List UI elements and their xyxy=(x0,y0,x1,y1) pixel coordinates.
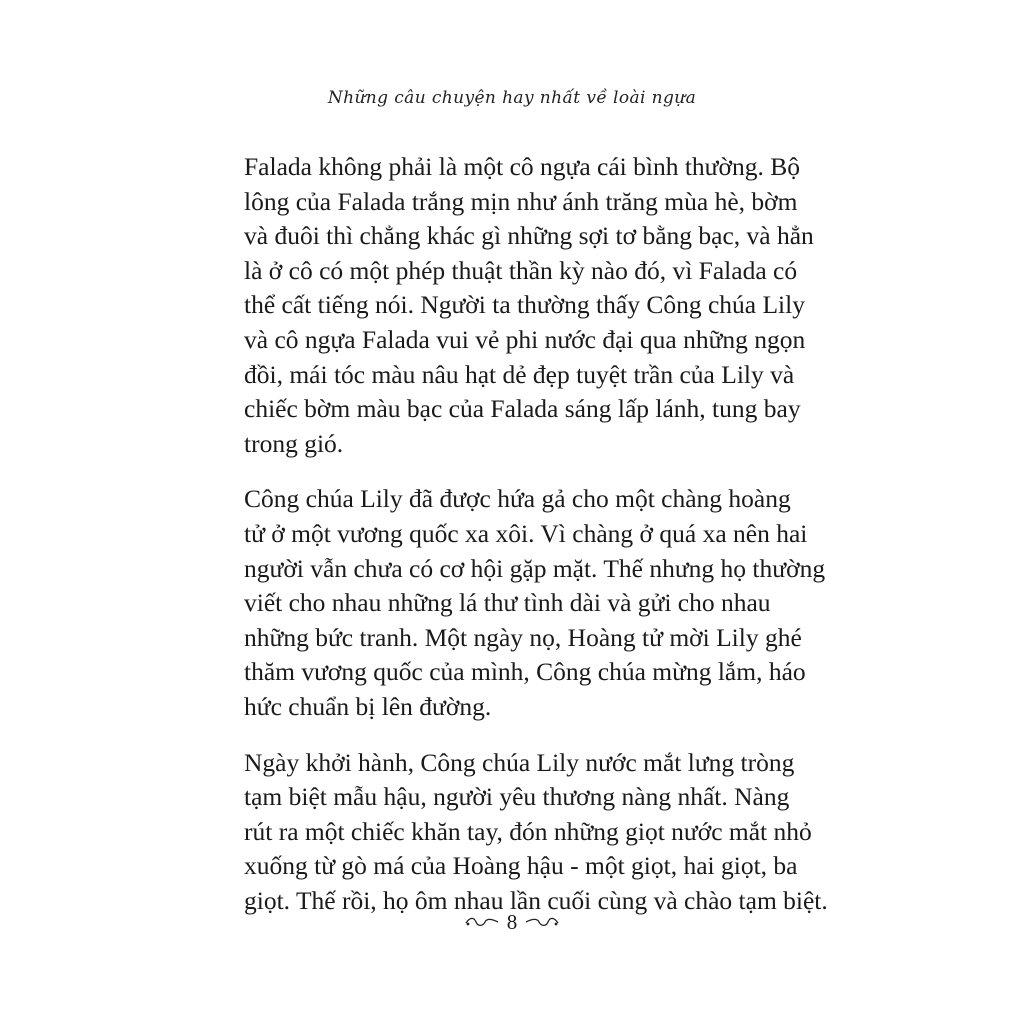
text-line: chiếc bờm màu bạc của Falada sáng lấp lánh, tung bay xyxy=(244,394,801,424)
text-line: viết cho nhau những lá thư tình dài và gửi cho nhau xyxy=(244,588,771,618)
text-line: thể cất tiếng nói. Người ta thường thấy Công chúa Lily xyxy=(244,290,805,320)
text-line: những bức tranh. Một ngày nọ, Hoàng tử mời Lily ghé xyxy=(244,622,802,652)
text-line: giọt. Thế rồi, họ ôm nhau lần cuối cùng và chào tạm biệt. xyxy=(244,885,828,915)
text-line: xuống từ gò má của Hoàng hậu - một giọt, hai giọt, ba xyxy=(244,851,798,881)
text-line: tử ở một vương quốc xa xôi. Vì chàng ở quá xa nên hai xyxy=(244,518,808,548)
flourish-left-icon xyxy=(465,915,499,929)
paragraph-3 xyxy=(244,746,828,919)
text-line: lông của Falada trắng mịn như ánh trăng mùa hè, bờm xyxy=(244,186,798,216)
text-line: và cô ngựa Falada vui vẻ phi nước đại qua những ngọn xyxy=(244,324,806,354)
text-line: đồi, mái tóc màu nâu hạt dẻ đẹp tuyệt trần của Lily và xyxy=(244,359,795,389)
text-line: thăm vương quốc của mình, Công chúa mừng lắm, háo xyxy=(244,657,806,687)
text-line: hức chuẩn bị lên đường. xyxy=(244,691,492,721)
running-header: Những câu chuyện hay nhất về loài ngựa xyxy=(327,88,697,108)
flourish-right-icon xyxy=(525,915,559,929)
paragraph-1 xyxy=(244,150,814,461)
page-footer xyxy=(0,907,1024,937)
text-line: là ở cô có một phép thuật thần kỳ nào đó, vì Falada có xyxy=(244,255,798,285)
text-line: trong gió. xyxy=(244,428,344,458)
text-line: rút ra một chiếc khăn tay, đón những giọt nước mắt nhỏ xyxy=(244,816,812,846)
page-number: 8 xyxy=(506,910,518,934)
text-line: Ngày khởi hành, Công chúa Lily nước mắt lưng tròng xyxy=(244,747,795,777)
text-line: Công chúa Lily đã được hứa gả cho một chàng hoàng xyxy=(244,484,791,514)
body-text xyxy=(244,150,828,939)
paragraph-2 xyxy=(244,482,826,724)
text-line: tạm biệt mẫu hậu, người yêu thương nàng nhất. Nàng xyxy=(244,782,790,812)
text-line: và đuôi thì chẳng khác gì những sợi tơ bằng bạc, và hẳn xyxy=(244,221,814,251)
text-line: người vẫn chưa có cơ hội gặp mặt. Thế nhưng họ thường xyxy=(244,553,826,583)
text-line: Falada không phải là một cô ngựa cái bình thường. Bộ xyxy=(244,152,800,181)
